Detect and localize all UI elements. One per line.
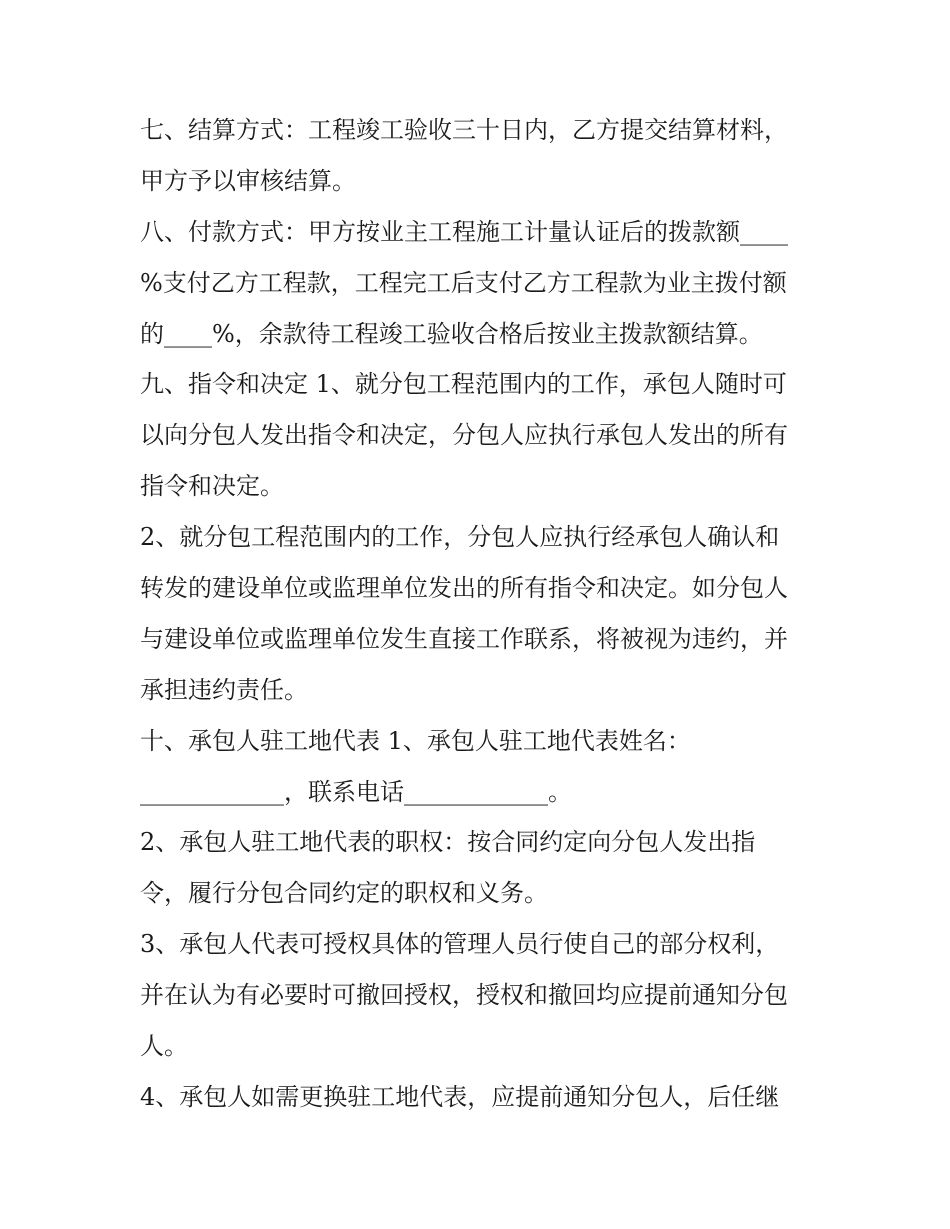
text-line: 2、承包人驻工地代表的职权：按合同约定向分包人发出指 [140, 828, 756, 857]
text-line: ____________，联系电话____________。 [140, 777, 572, 806]
text-line: 甲方予以审核结算。 [140, 166, 356, 195]
text-line: 九、指令和决定 1、就分包工程范围内的工作，承包人随时可 [140, 370, 787, 399]
text-line: 转发的建设单位或监理单位发出的所有指令和决定。如分包人 [140, 574, 788, 603]
text-line: 令，履行分包合同约定的职权和义务。 [140, 879, 548, 908]
text-line: 的____%，余款待工程竣工验收合格后按业主拨款额结算。 [140, 319, 763, 348]
text-line: 并在认为有必要时可撤回授权，授权和撤回均应提前通知分包 [140, 981, 788, 1010]
text-line: 八、付款方式：甲方按业主工程施工计量认证后的拨款额____ [140, 217, 788, 246]
text-line: 3、承包人代表可授权具体的管理人员行使自己的部分权利， [140, 930, 780, 959]
text-line: 以向分包人发出指令和决定，分包人应执行承包人发出的所有 [140, 421, 788, 450]
text-line: 承担违约责任。 [140, 675, 308, 704]
text-line: 2、就分包工程范围内的工作，分包人应执行经承包人确认和 [140, 523, 780, 552]
text-line: 人。 [140, 1032, 188, 1061]
text-line: 指令和决定。 [140, 472, 284, 501]
document-body [140, 105, 820, 1123]
text-line: 十、承包人驻工地代表 1、承包人驻工地代表姓名： [140, 726, 691, 755]
text-line: %支付乙方工程款，工程完工后支付乙方工程款为业主拨付额 [140, 268, 787, 297]
text-line: 与建设单位或监理单位发生直接工作联系，将被视为违约，并 [140, 624, 788, 653]
text-line: 七、结算方式：工程竣工验收三十日内，乙方提交结算材料， [140, 116, 788, 144]
text-line: 4、承包人如需更换驻工地代表，应提前通知分包人，后任继 [140, 1082, 780, 1111]
